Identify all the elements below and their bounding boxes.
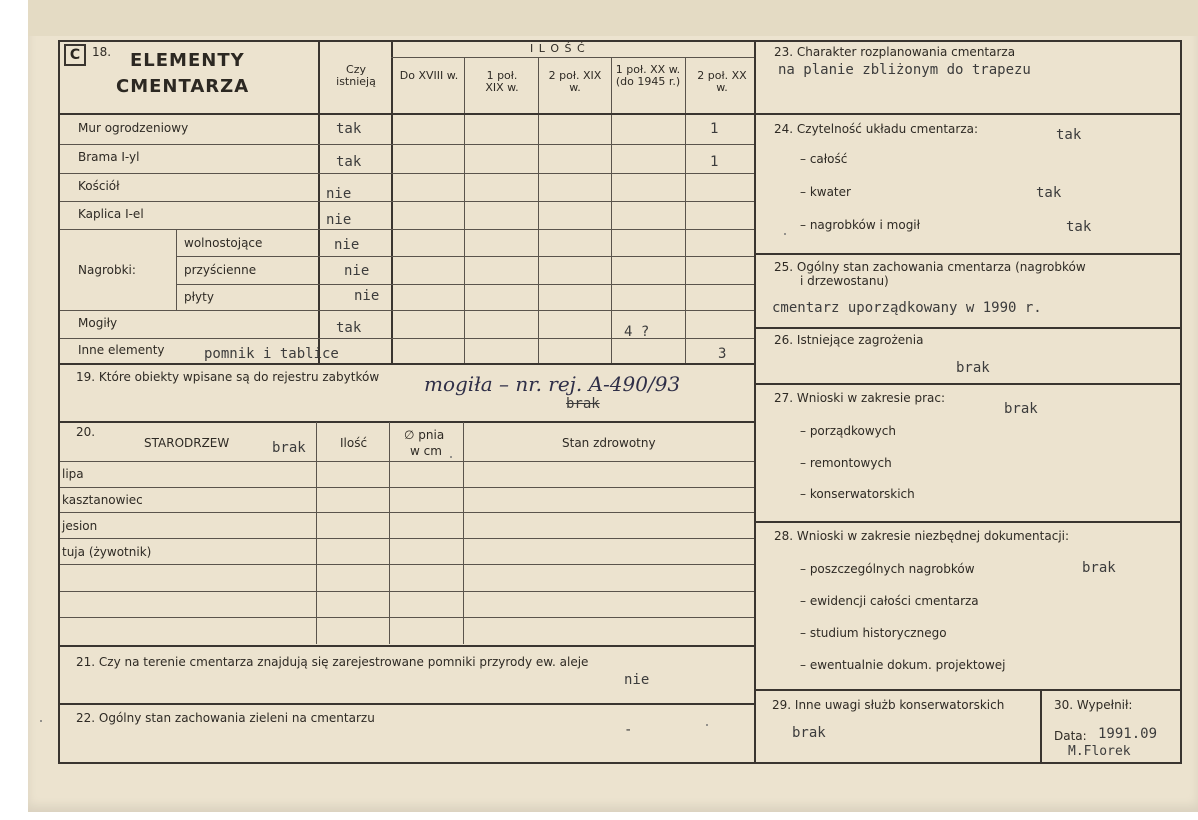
q24-item-nagrobkow: – nagrobków i mogił (800, 218, 921, 232)
col-sep-xix1 (464, 58, 465, 364)
q25-top-line (756, 253, 1182, 255)
col-period-1: Do XVIII w. (399, 69, 459, 82)
q30-date: 1991.09 (1098, 726, 1158, 742)
q20-col-pnia: ∅ pnia (404, 428, 445, 442)
q20-col-pnia-unit: w cm (410, 444, 442, 458)
section-letter-box (64, 44, 86, 66)
q20-row-5 (60, 591, 754, 592)
q20-col-stan: Stan zdrowotny (562, 436, 656, 450)
q24-nagrobkow-value: tak (1066, 219, 1092, 235)
q21-label: 21. Czy na terenie cmentarza znajdują się zarejestrowane pomniki przyrody ew. aleje (76, 655, 589, 669)
col-period-4: 1 poł. XX w. (do 1945 r.) (615, 63, 681, 88)
value-inne-xx2: 3 (718, 346, 727, 362)
value-brama-xx2: 1 (710, 154, 719, 170)
section-letter: C (69, 47, 81, 63)
q27-item-porzadkowych: – porządkowych (800, 424, 896, 438)
value-brama-exists: tak (336, 154, 362, 170)
q28-item-projektowej: – ewentualnie dokum. projektowej (800, 658, 1006, 672)
q30-label: 30. Wypełnił: (1054, 698, 1133, 712)
q20-row-2 (60, 512, 754, 513)
q23-value: na planie zbliżonym do trapezu (778, 62, 1031, 78)
value-plyty-exists: nie (354, 288, 380, 304)
q24-top-line (756, 113, 1182, 115)
q28-label: 28. Wnioski w zakresie niezbędnej dokumentacji: (774, 529, 1070, 543)
q19-struck: brak (566, 396, 600, 412)
row-line-1 (60, 144, 754, 145)
value-kaplica-exists: nie (326, 212, 352, 228)
q20-number: 20. (76, 425, 96, 439)
col-period-5: 2 poł. XX w. (697, 69, 747, 94)
q21-value: nie (624, 672, 650, 688)
paper-speck (450, 456, 452, 458)
q20-sep-2 (389, 422, 390, 644)
q23-label: 23. Charakter rozplanowania cmentarza (774, 45, 1016, 59)
frame-right (1180, 40, 1182, 764)
value-przyscienne-exists: nie (344, 263, 370, 279)
q20-col-ilosc: Ilość (340, 436, 368, 450)
q20-row-6 (60, 617, 754, 618)
row-line-8 (60, 338, 754, 339)
q27-value: brak (1004, 401, 1038, 417)
q28-item-nagrobkow: – poszczególnych nagrobków (800, 562, 975, 576)
q26-value: brak (956, 360, 990, 376)
col-sep-xix2 (538, 58, 539, 364)
col-sep-exists (318, 40, 320, 364)
q20-row-1 (60, 487, 754, 488)
q19-handwritten: mogiła – nr. rej. A-490/93 (424, 372, 681, 396)
value-mur-exists: tak (336, 121, 362, 137)
q28-item-ewidencji: – ewidencji całości cmentarza (800, 594, 979, 608)
q28-value: brak (1082, 560, 1116, 576)
row-label-wolnostojace: wolnostojące (184, 236, 263, 250)
value-wolnostojace-exists: nie (334, 237, 360, 253)
q20-row-3 (60, 538, 754, 539)
row-label-plyty: płyty (184, 290, 214, 304)
frame-bottom (58, 762, 1182, 764)
frame-top (58, 40, 1182, 42)
ilosc-underline (391, 57, 754, 58)
q25-label-line1: 25. Ogólny stan zachowania cmentarza (nagrobków (774, 260, 1086, 274)
q25-value: cmentarz uporządkowany w 1990 r. (772, 300, 1042, 316)
q29-label: 29. Inne uwagi służb konserwatorskich (772, 698, 1005, 712)
row-label-mur: Mur ogrodzeniowy (78, 121, 189, 135)
paper-speck (40, 720, 42, 722)
q24-kwater-value: tak (1036, 185, 1062, 201)
row-label-kosciol: Kościół (78, 179, 120, 193)
q21-top-line (58, 645, 756, 647)
frame-left (58, 40, 60, 764)
row-line-4 (60, 229, 754, 230)
row-line-6 (176, 284, 754, 285)
col-sep-xx1 (611, 58, 612, 364)
value-mogily-exists: tak (336, 320, 362, 336)
row-label-inne: Inne elementy (78, 343, 165, 357)
q22-label: 22. Ogólny stan zachowania zieleni na cmentarzu (76, 711, 375, 725)
title-line1: ELEMENTY (130, 50, 245, 71)
card-top-edge (28, 0, 1198, 36)
value-mur-xx2: 1 (710, 121, 719, 137)
q24-item-kwater: – kwater (800, 185, 851, 199)
col-period-2: 1 poł. XIX w. (485, 69, 519, 94)
q19-top-line (58, 363, 756, 365)
row-line-5 (176, 256, 754, 257)
tree-jesion: jesion (62, 519, 98, 533)
header-bottom-line (58, 113, 756, 115)
col-period-3: 2 poł. XIX w. (548, 69, 602, 94)
row-line-3 (60, 201, 754, 202)
col-exists-header: Czy istnieją (336, 63, 376, 88)
ilosc-header: I L O Ś Ć (530, 42, 586, 55)
q22-top-line (58, 703, 756, 705)
q20-value: brak (272, 440, 306, 456)
q29-q30-sep (1040, 689, 1042, 764)
row-label-przyscienne: przyścienne (184, 263, 257, 277)
q20-sep-1 (316, 422, 317, 644)
row-label-nagrobki: Nagrobki: (78, 263, 136, 277)
q27-item-konserwatorskich: – konserwatorskich (800, 487, 915, 501)
value-kosciol-exists: nie (326, 186, 352, 202)
q30-name: M.Florek (1068, 744, 1131, 759)
q26-label: 26. Istniejące zagrożenia (774, 333, 924, 347)
q28-item-studium: – studium historycznego (800, 626, 947, 640)
frame-middle (754, 40, 756, 764)
row-line-7 (60, 310, 754, 311)
q24-value: tak (1056, 127, 1082, 143)
q25-label-line2: i drzewostanu) (800, 274, 889, 288)
tree-tuja: tuja (żywotnik) (62, 545, 152, 559)
value-inne: pomnik i tablice (204, 346, 339, 362)
row-label-mogily: Mogiły (78, 316, 118, 330)
paper-speck (706, 724, 708, 726)
q26-top-line (756, 327, 1182, 329)
q27-top-line (756, 383, 1182, 385)
title-line2: CMENTARZA (116, 76, 250, 97)
q30-date-label: Data: (1054, 729, 1087, 743)
q20-row-4 (60, 564, 754, 565)
q24-item-calosc: – całość (800, 152, 848, 166)
tree-lipa: lipa (62, 467, 84, 481)
q27-item-remontowych: – remontowych (800, 456, 892, 470)
paper-speck (784, 233, 786, 235)
value-mogily-xx1: 4 ? (624, 324, 650, 340)
q24-label: 24. Czytelność układu cmentarza: (774, 122, 979, 136)
row-label-kaplica: Kaplica I-el (78, 207, 144, 221)
q29-value: brak (792, 725, 826, 741)
row-line-2 (60, 173, 754, 174)
nagrobki-sep (176, 229, 177, 310)
q22-value: - (624, 722, 633, 738)
q20-title: STARODRZEW (144, 436, 230, 450)
q27-label: 27. Wnioski w zakresie prac: (774, 391, 946, 405)
q29-top-line (756, 689, 1182, 691)
row-label-brama: Brama I-yl (78, 150, 140, 164)
q20-header-line (60, 461, 754, 462)
col-sep-xviii (391, 40, 393, 364)
q19-label: 19. Które obiekty wpisane są do rejestru zabytków (76, 370, 380, 384)
section-number: 18. (92, 45, 112, 59)
q20-sep-3 (463, 422, 464, 644)
col-sep-xx2 (685, 58, 686, 364)
tree-kasztanowiec: kasztanowiec (62, 493, 143, 507)
q20-top-line (58, 421, 756, 423)
q28-top-line (756, 521, 1182, 523)
